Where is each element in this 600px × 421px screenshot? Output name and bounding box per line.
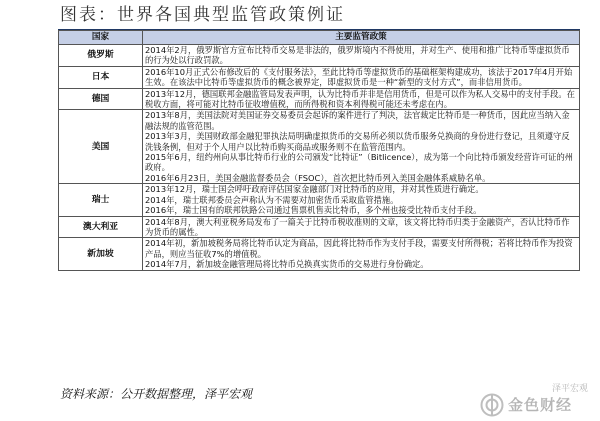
policy-cell — [143, 184, 580, 216]
country-cell: 日本 — [59, 66, 143, 88]
country-cell: 新加坡 — [59, 238, 143, 270]
policy-cell — [143, 110, 580, 184]
watermark-caption: 泽平宏观 — [551, 384, 588, 394]
table-row — [59, 45, 580, 67]
country-cell: 德国 — [59, 88, 143, 110]
table-row — [59, 238, 580, 270]
table-row — [59, 216, 580, 238]
policy-line: 2014年2月，俄罗斯官方宣布比特币交易是非法的，俄罗斯境内不得使用，并对生产、使用和推广比特币等虚拟货币的行为处以行政罚款。 — [145, 45, 570, 66]
table-row — [59, 184, 580, 216]
watermark — [480, 381, 592, 417]
table-row — [59, 88, 580, 110]
page-title: 图表：世界各国典型监管政策例证 — [60, 5, 345, 25]
policy-table — [58, 30, 580, 271]
table-row — [59, 66, 580, 88]
policy-line: 2016年10月正式公布修改后的《支付服务法》，至此比特币等虚拟货币的基础框架构建成功，该法于2017年4月开始生效。在该法中比特币等虚拟货币的概念被界定，即虚拟货币是一种“新型的支付方式”，而非信用货币。 — [145, 66, 573, 88]
policy-line: 2014年7月，新加坡金融管理局将比特币兑换真实货币的交易进行身份确定。 — [145, 259, 429, 270]
watermark-brand: 金色财经 — [508, 396, 573, 414]
policy-line: 2016年6月23日，美国金融监督委员会（FSOC），首次把比特币列入美国金融体系威胁名单。 — [145, 172, 491, 183]
policy-line: 2013年3月，美国财政部金融犯罪执法局明确虚拟货币的交易所必须以货币服务兑换商的身份进行登记，且须遵守反洗钱条例，但对于个人用户以比特币购买商品或服务则不在监管范围内。 — [145, 131, 570, 152]
country-cell: 俄罗斯 — [59, 45, 143, 67]
policy-line: 2014年8月，澳大利亚税务局发布了一篇关于比特币税收准则的文章，该文将比特币归类于金融资产，否认比特币作为货币的属性。 — [145, 216, 570, 237]
source-note: 资料来源：公开数据整理，泽平宏观 — [60, 387, 253, 401]
table-row — [59, 110, 580, 184]
policy-cell — [143, 45, 580, 67]
policy-line: 2015年6月，纽约州向从事比特币行业的公司颁发“比特证”（Bitlicence），成为第一个向比特币颁发经营许可证的州政府。 — [145, 152, 574, 173]
policy-cell — [143, 66, 580, 88]
policy-line: 2016年，瑞士国有的联邦铁路公司通过售票机售卖比特币，多个州也接受比特币支付手段。 — [145, 205, 482, 216]
policy-cell — [143, 216, 580, 238]
country-cell: 美国 — [59, 110, 143, 184]
policy-line: 2014年，瑞士联邦委员会声称认为不需要对加密货币采取监管措施。 — [145, 194, 399, 205]
coin-logo-icon — [480, 393, 504, 417]
header-country: 国家 — [59, 31, 143, 45]
header-policy: 主要监管政策 — [143, 31, 580, 45]
policy-cell — [143, 88, 580, 110]
country-cell: 瑞士 — [59, 184, 143, 216]
policy-line: 2014年初，新加坡税务局将比特币认定为商品，因此将比特币作为支付手段，需要支付所得税；若将比特币作为投资产品，则应当征收7%的增值税。 — [145, 238, 573, 259]
policy-line: 2013年12月，德国联邦金融监管局发表声明，认为比特币并非是信用货币，但是可以作为私人交易中的支付手段。在税收方面，将可能对比特币征收增值税，而所得税和资本利得税可能还未考虑在内。 — [145, 88, 575, 110]
policy-line: 2013年12月，瑞士国会呼吁政府评估国家金融部门对比特币的应用，并对其性质进行确定。 — [145, 184, 484, 195]
policy-line: 2013年8月，美国法院对美国证券交易委员会起诉的案件进行了判决，法官裁定比特币是一种货币，因此应当纳入金融法规的监管范围。 — [145, 110, 570, 131]
policy-cell — [143, 238, 580, 270]
country-cell: 澳大利亚 — [59, 216, 143, 238]
table-header-row — [59, 31, 580, 45]
